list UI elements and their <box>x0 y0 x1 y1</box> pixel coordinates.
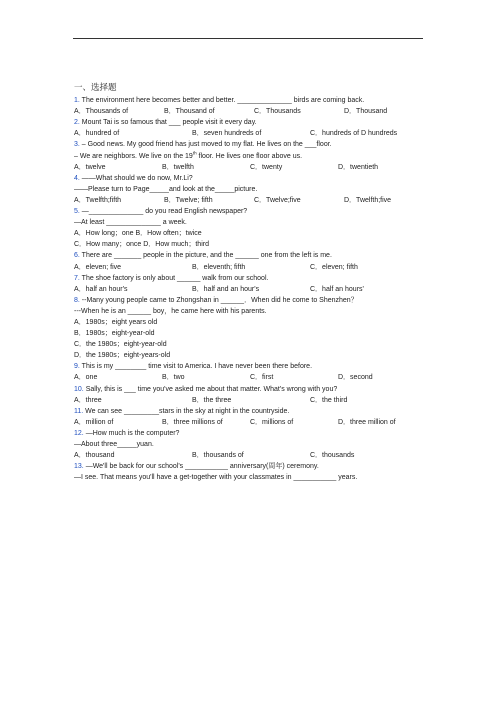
question-text: —We'll be back for our school's ___________ anniversary(周年) ceremony. <box>85 463 319 471</box>
question-text: – Good news. My good friend has just moved to my flat. He lives on the ___floor. <box>81 141 332 149</box>
answer-option: A．Thousands of <box>74 108 129 116</box>
answer-option: B．eleventh; fifth <box>192 263 246 271</box>
answer-options <box>74 372 434 383</box>
answer-option-line: C．the 1980s；eight-year-old <box>74 341 167 349</box>
question-number: 13. <box>74 463 84 471</box>
question-3 <box>74 139 434 172</box>
answer-option: D．Twelfth;five <box>344 196 392 204</box>
dialogue-text: – We are neighbors. We live on the 19 <box>74 152 193 160</box>
question-number: 11. <box>74 407 84 415</box>
answer-option: B．Thousand of <box>164 108 215 116</box>
answer-options <box>74 162 434 173</box>
answer-option: C．Thousands <box>254 108 301 116</box>
question-dialogue-line: —About three_____yuan. <box>74 441 154 448</box>
answer-option: B．two <box>162 374 185 382</box>
answer-option: C．first <box>250 374 274 382</box>
question-text: Mount Tai is so famous that ___ people visit it every day. <box>81 119 257 127</box>
question-stem <box>74 117 434 128</box>
question-text: --Many young people came to Zhongshan in ______．When did he come to Shenzhen？ <box>81 296 358 304</box>
question-number: 12. <box>74 429 84 437</box>
question-number: 3. <box>74 141 80 149</box>
question-1 <box>74 95 434 117</box>
question-number: 9. <box>74 363 80 371</box>
question-stem <box>74 428 434 439</box>
answer-options <box>74 284 434 295</box>
header-rule <box>73 38 423 39</box>
question-stem <box>74 95 434 106</box>
answer-option-line: B．1980s；eight-year-old <box>74 330 155 338</box>
question-5 <box>74 206 434 250</box>
question-stem <box>74 406 434 417</box>
answer-option: A．half an hour's <box>74 285 128 293</box>
answer-option-line: A．How long；one B．How often；twice <box>74 230 202 238</box>
answer-option: D．second <box>338 374 373 382</box>
answer-options <box>74 450 434 461</box>
answer-option-line: A．1980s；eight years old <box>74 318 158 326</box>
question-9 <box>74 361 434 383</box>
question-stem <box>74 206 434 217</box>
dialogue-text: floor. He lives one floor above us. <box>196 152 303 160</box>
answer-options <box>74 195 434 206</box>
answer-option: D．twentieth <box>338 163 379 171</box>
answer-option: A．thousand <box>74 452 115 460</box>
answer-option: C．hundreds of D hundreds <box>310 130 398 138</box>
answer-options <box>74 417 434 428</box>
question-6 <box>74 250 434 272</box>
answer-option: A．three <box>74 396 102 404</box>
question-11 <box>74 406 434 428</box>
answer-option: C．twenty <box>250 163 283 171</box>
question-text: Sally, this is ___ time you've asked me about that matter. What's wrong with you? <box>85 385 338 393</box>
answer-option: A．million of <box>74 418 114 426</box>
question-text: There are _______ people in the picture, and the ______ one from the left is me. <box>81 252 332 260</box>
question-7 <box>74 273 434 295</box>
question-stem <box>74 361 434 372</box>
question-text: We can see _________stars in the sky at night in the countryside. <box>85 407 290 415</box>
answer-option: A．eleven; five <box>74 263 122 271</box>
answer-option: B．three millions of <box>162 418 223 426</box>
question-number: 8. <box>74 296 80 304</box>
question-dialogue-line <box>74 151 434 162</box>
question-number: 7. <box>74 274 80 282</box>
answer-option-line: D．the 1980s；eight-years-old <box>74 352 171 360</box>
question-list <box>74 83 434 483</box>
answer-option: C．millions of <box>250 418 294 426</box>
answer-option: C．Twelve;five <box>254 196 301 204</box>
section-title: 一、选择题 <box>74 83 117 93</box>
answer-option: D．Thousand <box>344 108 388 116</box>
question-number: 5. <box>74 208 80 216</box>
answer-option: D．three million of <box>338 418 396 426</box>
question-stem <box>74 295 434 306</box>
answer-option-line: C．How many；once D．How much；third <box>74 241 209 249</box>
question-13 <box>74 461 434 483</box>
answer-option: C．thousands <box>310 452 355 460</box>
answer-option: B．thousands of <box>192 452 244 460</box>
question-stem <box>74 250 434 261</box>
question-dialogue-line: ——Please turn to Page_____and look at the_____picture. <box>74 185 258 193</box>
question-text: —How much is the computer? <box>85 429 180 437</box>
question-stem <box>74 273 434 284</box>
answer-options <box>74 128 434 139</box>
answer-option: B．Twelve; fifth <box>164 196 213 204</box>
question-number: 6. <box>74 252 80 260</box>
answer-option: C．the third <box>310 396 348 404</box>
question-text: The environment here becomes better and better. ______________ birds are coming back. <box>81 97 365 105</box>
question-10 <box>74 384 434 406</box>
question-2 <box>74 117 434 139</box>
answer-option: A．twelve <box>74 163 106 171</box>
question-dialogue-line: ---When he is an ______ boy，he came here with his parents. <box>74 307 267 315</box>
answer-option: B．the three <box>192 396 232 404</box>
question-text: —______________ do you read English newspaper? <box>81 208 248 216</box>
answer-options <box>74 395 434 406</box>
answer-option: A．hundred of <box>74 130 120 138</box>
question-text: This is my ________ time visit to America. I have never been there before. <box>81 363 313 371</box>
question-stem <box>74 384 434 395</box>
question-number: 4. <box>74 174 80 182</box>
question-number: 1. <box>74 97 80 105</box>
question-dialogue-line: —I see. That means you'll have a get-together with your classmates in ___________ years. <box>74 474 358 482</box>
question-text: The shoe factory is only about ______ walk from our school. <box>81 274 269 282</box>
question-4 <box>74 173 434 206</box>
question-8 <box>74 295 434 362</box>
question-12 <box>74 428 434 461</box>
answer-options <box>74 106 434 117</box>
question-number: 10. <box>74 385 84 393</box>
answer-options <box>74 262 434 273</box>
answer-option: A．Twelfth;fifth <box>74 196 122 204</box>
question-number: 2. <box>74 119 80 127</box>
question-text: ——What should we do now, Mr.Li? <box>81 174 193 182</box>
superscript-text: th <box>192 150 197 156</box>
answer-option: A．one <box>74 374 98 382</box>
question-stem <box>74 461 434 472</box>
answer-option: B．twelfth <box>162 163 194 171</box>
question-stem <box>74 139 434 150</box>
question-stem <box>74 173 434 184</box>
answer-option: C．eleven; fifth <box>310 263 358 271</box>
answer-option: B．seven hundreds of <box>192 130 262 138</box>
question-dialogue-line: —At least ______________ a week. <box>74 219 187 227</box>
answer-option: B．half and an hour's <box>192 285 260 293</box>
answer-option: C．half an hours' <box>310 285 364 293</box>
